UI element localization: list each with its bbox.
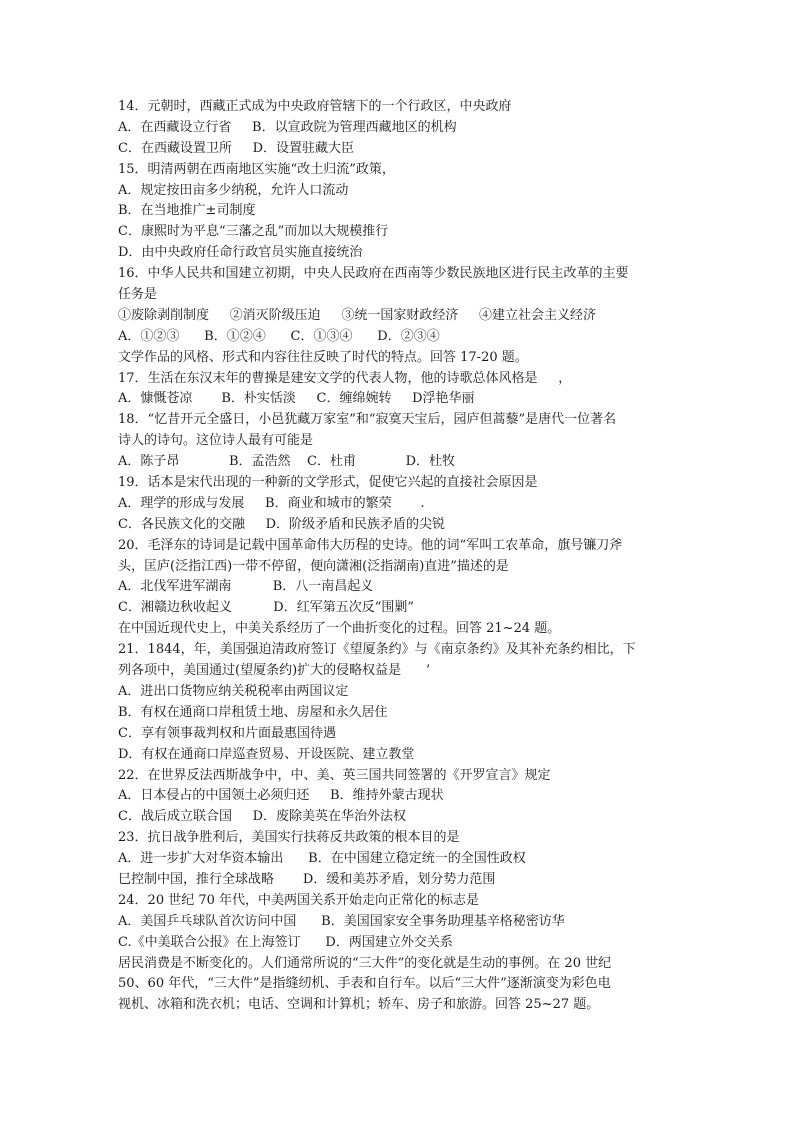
text-line: 任务是 <box>118 287 158 303</box>
text-line: A．①②③ B．①②④ C．①③④ D．②③④ <box>118 328 440 344</box>
text-line: 诗人的诗句。这位诗人最有可能是 <box>118 433 314 449</box>
text-line: 23．抗日战争胜利后，美国实行扶蒋反共政策的根本目的是 <box>118 830 460 846</box>
text-line: ①废除剥削制度 ②消灭阶级压迫 ③统一国家财政经济 ④建立社会主义经济 <box>118 307 596 323</box>
text-line: A．规定按田亩多少纳税，允许人口流动 <box>118 182 349 198</box>
text-line: A．美国乒乓球队首次访问中国 B．美国国家安全事务助理基辛格秘密访华 <box>118 913 565 929</box>
text-line: A．日本侵占的中国领土必须归还 B．维持外蒙古现状 <box>118 788 444 804</box>
text-line: A．陈子昂 B．孟浩然 C．杜甫 D．杜牧 <box>118 454 456 470</box>
text-line: C．康熙时为平息“三藩之乱”而加以大规模推行 <box>118 224 389 240</box>
text-line: C.《中美联合公报》在上海签订 D．两国建立外交关系 <box>118 934 453 950</box>
text-line: 50、60 年代，“三大件”是指缝纫机、手表和自行车。以后“三大件”逐渐演变为彩色电 <box>118 976 611 992</box>
text-line: 头，匡庐(泛指江西)一带不停留，便向潇湘(泛指湖南)直进”描述的是 <box>118 558 509 574</box>
text-line: D．有权在通商口岸巡查贸易、开设医院、建立教堂 <box>118 746 415 762</box>
text-line: 巳控制中国，推行全球战略 D．缓和美苏矛盾，划分势力范围 <box>118 871 496 887</box>
text-line: C．各民族文化的交融 D．阶级矛盾和民族矛盾的尖锐 <box>118 516 446 532</box>
text-line: D．由中央政府任命行政官员实施直接统治 <box>118 245 363 261</box>
text-line: 列各项中，美国通过(望厦条约)扩大的侵略权益是 ’ <box>118 663 431 679</box>
text-line: 在中国近现代史上，中美关系经历了一个曲折变化的过程。回答 21~24 题。 <box>118 621 561 637</box>
text-line: B．有权在通商口岸租赁土地、房屋和永久居住 <box>118 704 388 720</box>
question-text-block <box>118 97 688 1016</box>
text-line: B．在当地推广±司制度 <box>118 203 256 219</box>
text-line: A．北伐军进军湖南 B．八一南昌起义 <box>118 579 374 595</box>
text-line: 18．“忆昔开元全盛日，小邑犹藏万家室”和“寂寞天宝后，园庐但蒿藜”是唐代一位著名 <box>118 412 617 428</box>
text-line: 24．20 世纪 70 年代，中美两国关系开始走向正常化的标志是 <box>118 892 480 908</box>
text-line: 15．明清两朝在西南地区实施“改土归流”政策， <box>118 161 395 177</box>
text-line: C．在西藏设置卫所 D．设置驻藏大臣 <box>118 140 355 156</box>
text-line: A．在西藏设立行省 B．以宣政院为管理西藏地区的机构 <box>118 119 457 135</box>
text-line: 19．话本是宋代出现的一种新的文学形式，促使它兴起的直接社会原因是 <box>118 475 538 491</box>
text-line: 21．1844，年，美国强迫清政府签订《望厦条约》与《南京条约》及其补充条约相比，下 <box>118 642 636 658</box>
text-line: 17．生活在东汉末年的曹操是建安文学的代表人物，他的诗歌总体风格是 ， <box>118 370 572 386</box>
text-line: 14．元朝时，西藏正式成为中央政府管辖下的一个行政区，中央政府 <box>118 99 512 114</box>
text-line: C．战后成立联合国 D．废除美英在华治外法权 <box>118 809 407 825</box>
text-line: 20．毛泽东的诗词是记载中国革命伟大历程的史诗。他的词“军叫工农革命，旗号镰刀斧 <box>118 537 623 553</box>
text-line: A．理学的形成与发展 B．商业和城市的繁荣 . <box>118 495 425 511</box>
text-line: 居民消费是不断变化的。人们通常所说的“三大件”的变化就是生动的事例。在 20 世纪 <box>118 955 612 971</box>
text-line: 视机、冰箱和洗衣机；电话、空调和计算机；轿车、房子和旅游。回答 25~27 题。 <box>118 997 600 1013</box>
text-line: 文学作品的风格、形式和内容往往反映了时代的特点。回答 17-20 题。 <box>118 349 528 365</box>
text-line: 16．中华人民共和国建立初期，中央人民政府在西南等少数民族地区进行民主改革的主要 <box>118 266 629 282</box>
text-line: 22．在世界反法西斯战争中，中、美、英三国共同签署的《开罗宣言》规定 <box>118 767 551 783</box>
text-line: C．享有领事裁判权和片面最惠国待遇 <box>118 725 336 741</box>
text-line: A．慷慨苍凉 B．朴实恬淡 C．缠绵婉转 D浮艳华丽 <box>118 391 475 407</box>
text-line: A．进出口货物应纳关税税率由两国议定 <box>118 683 349 699</box>
text-line: C．湘赣边秋收起义 D．红军第五次反“围剿” <box>118 600 414 616</box>
text-line: A．进一步扩大对华资本输出 B．在中国建立稳定统一的全国性政权 <box>118 851 526 867</box>
